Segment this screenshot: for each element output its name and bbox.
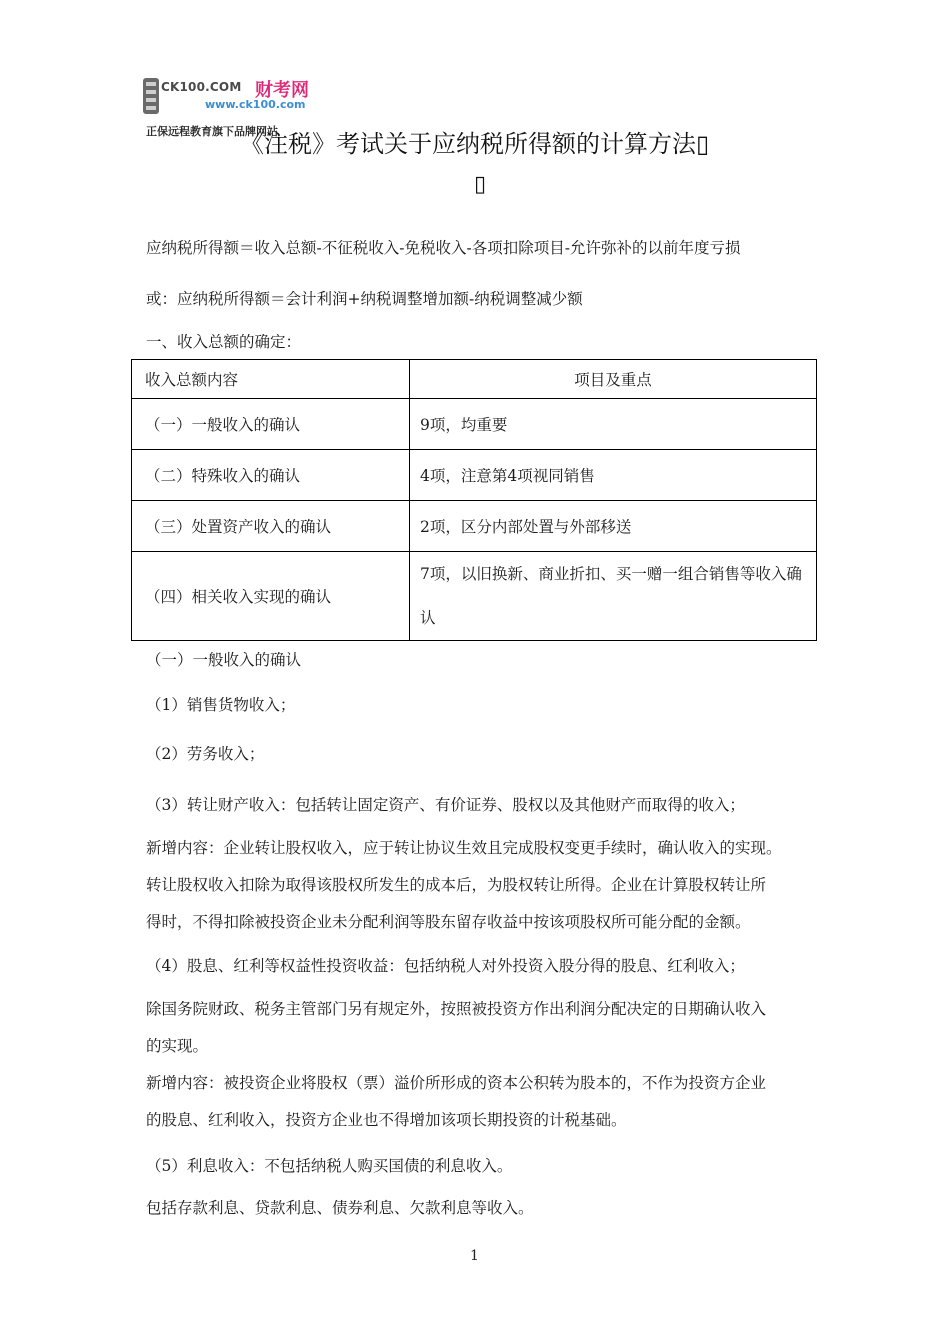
paragraph-line: 新增内容：企业转让股权收入，应于转让协议生效且完成股权变更手续时，确认收入的实现。 (146, 839, 782, 857)
logo-url: www.ck100.com (205, 98, 306, 111)
page-number: 1 (470, 1248, 479, 1264)
formula-line-2: 或：应纳税所得额＝会计利润+纳税调整增加额-纳税调整减少额 (146, 290, 583, 308)
table-cell: （二）特殊收入的确认 (132, 450, 410, 501)
table-header-cell: 收入总额内容 (132, 360, 410, 399)
logo-site-cn: 财考网 (255, 80, 309, 101)
table-row (132, 501, 817, 552)
list-item: （2）劳务收入； (146, 745, 265, 763)
table-row (132, 450, 817, 501)
paragraph-line: 得时，不得扣除被投资企业未分配利润等股东留存收益中按该项股权所可能分配的金额。 (146, 913, 751, 931)
paragraph-line: 新增内容：被投资企业将股权（票）溢价所形成的资本公积转为股本的，不作为投资方企业 (146, 1074, 767, 1092)
paragraph-line: 转让股权收入扣除为取得该股权所发生的成本后，为股权转让所得。企业在计算股权转让所 (146, 876, 767, 894)
logo-slogan: 正保远程教育旗下品牌网站 (146, 125, 278, 138)
table-cell: 9项，均重要 (410, 399, 817, 450)
list-item: （5）利息收入：不包括纳税人购买国债的利息收入。 (146, 1157, 513, 1175)
list-item: （4）股息、红利等权益性投资收益：包括纳税人对外投资入股分得的股息、红利收入； (146, 957, 745, 975)
title-glyph: ▯ (696, 130, 710, 158)
list-item: （3）转让财产收入：包括转让固定资产、有价证券、股权以及其他财产而取得的收入； (146, 796, 745, 814)
title-continuation: ▯ (474, 172, 487, 197)
paragraph-line: 除国务院财政、税务主管部门另有规定外，按照被投资方作出利润分配决定的日期确认收入 (146, 1000, 767, 1018)
income-table (131, 359, 817, 641)
page-title-text: 《注税》考试关于应纳税所得额的计算方法 (240, 130, 696, 158)
table-cell: （四）相关收入实现的确认 (132, 552, 410, 641)
logo-badge-icon (143, 78, 159, 114)
table-header-row (132, 360, 817, 399)
page-title (240, 124, 709, 159)
table-header-cell: 项目及重点 (410, 360, 817, 399)
paragraph-line: 的实现。 (146, 1037, 209, 1055)
table-cell: 2项，区分内部处置与外部移送 (410, 501, 817, 552)
logo-site-en: CK100.COM (161, 80, 242, 94)
table-cell: 7项，以旧换新、商业折扣、买一赠一组合销售等收入确认 (410, 552, 817, 641)
paragraph-line: 包括存款利息、贷款利息、债券利息、欠款利息等收入。 (146, 1199, 534, 1217)
list-item: （1）销售货物收入； (146, 696, 296, 714)
formula-line-1: 应纳税所得额＝收入总额-不征税收入-免税收入-各项扣除项目-允许弥补的以前年度亏损 (146, 239, 741, 257)
table-cell: （一）一般收入的确认 (132, 399, 410, 450)
paragraph-line: 的股息、红利收入，投资方企业也不得增加该项长期投资的计税基础。 (146, 1111, 627, 1129)
subsection-heading: （一）一般收入的确认 (146, 651, 302, 669)
table-row (132, 552, 817, 641)
table-cell: 4项，注意第4项视同销售 (410, 450, 817, 501)
table-row (132, 399, 817, 450)
section-heading: 一、收入总额的确定： (146, 333, 302, 351)
table-cell: （三）处置资产收入的确认 (132, 501, 410, 552)
